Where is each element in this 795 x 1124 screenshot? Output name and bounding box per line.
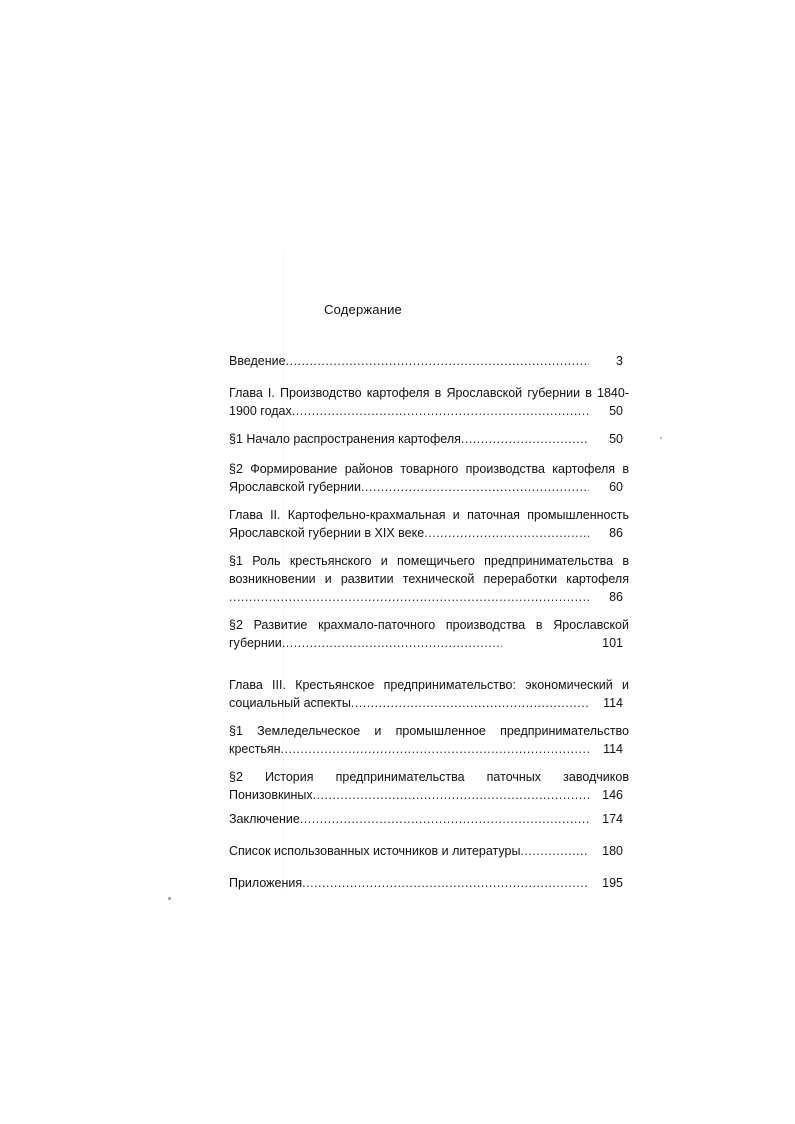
toc-page-number: 114 [603,742,623,756]
toc-page-number: 50 [609,404,623,418]
toc-entry-conclusion [229,810,629,828]
toc-line [229,478,629,496]
toc-entry-text: Понизовкиных [229,788,313,802]
toc-entry-text: Глава I. Производство картофеля в Ярославской губернии в 1840- [229,386,629,400]
toc-entry-text: §1 Земледельческое и промышленное предпринимательство [229,724,629,738]
toc-entry-text: Ярославской губернии [229,480,361,494]
toc-entry-chapter-1 [229,384,629,420]
toc-page-number: 114 [603,696,623,710]
toc-entry-ch3-sec2 [229,768,629,804]
toc-page-number: 146 [602,788,623,802]
toc-entry-text: 1900 годах [229,404,292,418]
toc-line [229,352,629,370]
toc-entry-ch3-sec1 [229,722,629,758]
toc-entry-text: губернии [229,636,282,650]
toc-entry-text: §2 История предпринимательства паточных заводчиков [229,770,629,784]
toc-page-number: 50 [609,432,623,446]
leader-dots [281,740,589,758]
toc-line [229,402,629,420]
toc-line [229,874,629,892]
toc-page-number: 180 [602,844,623,858]
toc-line [229,634,629,652]
toc-line [229,842,629,860]
leader-dots [286,352,589,370]
leader-dots [300,810,589,828]
leader-dots [351,694,589,712]
toc-line [229,810,629,828]
toc-entry-ch1-sec1 [229,430,629,448]
leader-dots [424,524,589,542]
toc-page-number: 86 [609,526,623,540]
toc-line [229,740,629,758]
toc-entry-chapter-2 [229,506,629,542]
toc-entry-text: Заключение [229,812,300,826]
leader-dots [229,588,589,606]
toc-page-number: 174 [602,812,623,826]
toc-line [229,524,629,542]
toc-entry-text: Глава II. Картофельно-крахмальная и паточная промышленность [229,508,629,522]
toc-entry-ch2-sec1 [229,552,629,606]
toc-page-number: 86 [609,590,623,604]
toc-entry-text: социальный аспекты [229,696,351,710]
toc-line [229,786,629,804]
toc-entry-ch1-sec2 [229,460,629,496]
toc-entry-text: Введение [229,354,286,368]
scan-speck [168,897,171,900]
toc-line [229,694,629,712]
toc-entry-text: Ярославской губернии в XIX веке [229,526,425,540]
toc-entry-text: §2 Развитие крахмало-паточного производства в Ярославской [229,618,629,632]
toc-entry-text: §1 Роль крестьянского и помещичьего предпринимательства в [229,554,629,568]
leader-dots [302,874,589,892]
toc-entry-text: §2 Формирование районов товарного производства картофеля в [229,462,629,476]
toc-entry-chapter-3 [229,676,629,712]
toc-entry-ch2-sec2 [229,616,629,652]
toc-title: Содержание [324,302,402,317]
toc-entry-bibliography [229,842,629,860]
toc-entry-introduction [229,352,629,370]
leader-dots [292,402,589,420]
toc-entry-text: возникновении и развитии технической переработки картофеля [229,572,629,586]
toc-entry-text: Приложения [229,876,303,890]
toc-page-number: 195 [602,876,623,890]
leader-dots [282,634,502,652]
toc-entry-appendices [229,874,629,892]
toc-line [229,430,629,448]
leader-dots [313,786,589,804]
toc-line [229,588,629,606]
scan-speck [660,437,662,439]
leader-dots [361,478,589,496]
toc-entry-text: Глава III. Крестьянское предпринимательство: экономический и [229,678,629,692]
toc-entry-text: крестьян [229,742,281,756]
leader-dots [461,430,589,448]
toc-page-number: 60 [609,480,623,494]
toc-entry-text: §1 Начало распространения картофеля [229,432,461,446]
leader-dots [520,842,589,860]
toc-page-number: 101 [602,636,623,650]
toc-page-number: 3 [616,354,623,368]
toc-entry-text: Список использованных источников и литературы [229,844,521,858]
